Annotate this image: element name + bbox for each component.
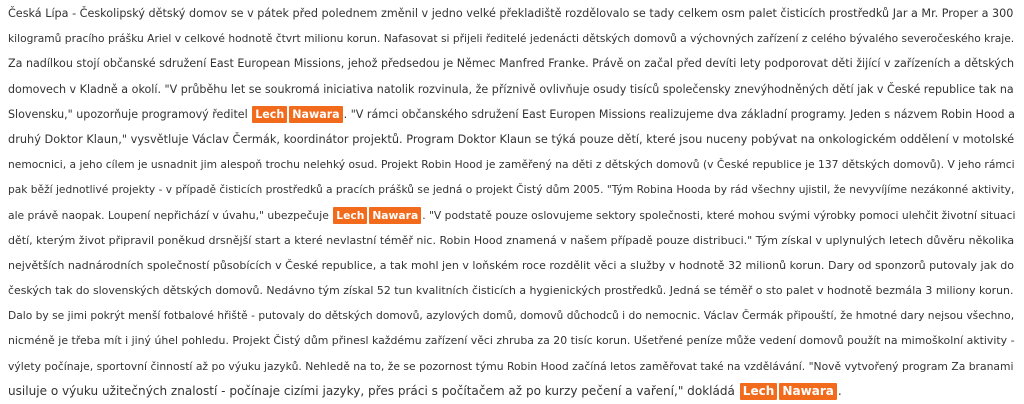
text-line: největších nadnárodních společností působících v České republice, a tak mohl jen v loňském roce rozdělit věci a služby v hodnotě 32 milionů korun. Dary od sponzorů putovaly jak do <box>8 258 1015 272</box>
article-body <box>8 1 1020 404</box>
text-line: Česká Lípa - Českolipský dětský domov se v pátek před polednem změnil v jedno velké překladiště rozdělovalo se tady celkem osm palet čisticích prostředků Jar a Mr. Proper a 300 <box>8 7 1014 20</box>
text-line: kilogramů pracího prášku Ariel v celkové hodnotě čtvrt milionu korun. Nafasovat si přijeli ředitelé jedenácti dětských domovů a výchovných zařízení z celého bývalého severočeského kraje. <box>8 32 1015 46</box>
person-tag-first-name[interactable]: Lech <box>252 106 287 123</box>
text-segment: Slovensku," upozorňuje programový ředitel <box>8 107 248 121</box>
text-line: dětí, kterým život připravil poněkud drsnější start a které nevlastní téměř nic. Robin Hood znamená v našem případě pouze distribuci." Tým získal v uplynulých letech důvěru několika <box>8 233 1015 247</box>
text-line <box>8 102 1020 127</box>
person-tag-last-name[interactable]: Nawara <box>289 106 342 123</box>
text-line: pak běží jednotlivé projekty - v případě čisticích prostředků a pracích prášků se jedná o projekt Čistý dům 2005. "Tým Robina Hooda by rád všechny ujistil, že nevyvíjíme nezákonné aktivity, <box>8 183 1015 197</box>
person-tag-last-name[interactable]: Nawara <box>779 383 837 400</box>
text-segment: usiluje o výuku užitečných znalostí - počínaje cizími jazyky, přes práci s počítačem až po kurzy pečení a vaření," dokládá <box>8 383 735 398</box>
text-line: nemocnici, a jeho cílem je usnadnit jim alespoň trochu nelehký osud. Projekt Robin Hood je zaměřený na děti z dětských domovů (v České republice je 137 dětských domovů). V jeho rámci <box>8 158 1015 172</box>
text-line: druhý Doktor Klaun," vysvětluje Václav Čermák, koordinátor projektů. Program Doktor Klaun se týká pouze dětí, které jsou nuceny pobývat na onkologickém oddělení v motolské <box>8 131 1015 146</box>
text-line <box>8 379 1020 404</box>
person-tag-last-name[interactable]: Nawara <box>369 207 421 224</box>
text-line: českých tak do slovenských dětských domovů. Nedávno tým získal 52 tun kvalitních čisticích a hygienických prostředků. Jedná se téměř o sto palet v hodnotě bezmála 3 miliony korun. <box>8 284 1014 298</box>
text-segment: . "V rámci občanského sdružení East Europen Missions realizujeme dva základní programy. Jeden s názvem Robin Hood a <box>343 107 1015 121</box>
text-line <box>8 203 1020 228</box>
text-segment: . <box>837 383 842 398</box>
text-line: nicméně je třeba mít i jiný úhel pohledu. Projekt Čistý dům přinesl každému zařízení věci zhruba za 20 tisíc korun. Ušetřené peníze může vedení domovů použít na mimoškolní aktivity - <box>8 334 1015 348</box>
text-segment: ale právě naopak. Loupení nepřichází v úvahu," ubezpečuje <box>8 208 329 222</box>
person-tag-first-name[interactable]: Lech <box>333 207 367 224</box>
text-line: Za nadílkou stojí občanské sdružení East European Missions, jehož předsedou je Němec Manfred Franke. Právě on začal před devíti lety podporovat děti žijící v zařízeních a dětských <box>8 57 1015 71</box>
person-tag-first-name[interactable]: Lech <box>740 383 778 400</box>
text-line: domovech v Kladně a okolí. "V průběhu let se soukromá iniciativa natolik rozvinula, že příznivě ovlivňuje osudy tisíců společensky znevýhodněných dětí jak v České republice tak na <box>8 82 1014 96</box>
text-line: výlety počínaje, sportovní činností až po výuku jazyků. Nehledě na to, že se pozornost týmu Robin Hood začíná letos zaměřovat také na vzdělávání. "Nově vytvořený program Za branami <box>8 359 1014 373</box>
text-line: Dalo by se jimi pokrýt menší fotbalové hřiště - putovaly do dětských domovů, azylových domů, domovů důchodců i do nemocnic. Václav Čermák připouští, že hmotné dary nejsou všechno, <box>8 309 1015 323</box>
text-segment: . "V podstatě pouze oslovujeme sektory společnosti, které mohou svými výrobky pomoci ulehčit životní situaci <box>422 208 1016 222</box>
